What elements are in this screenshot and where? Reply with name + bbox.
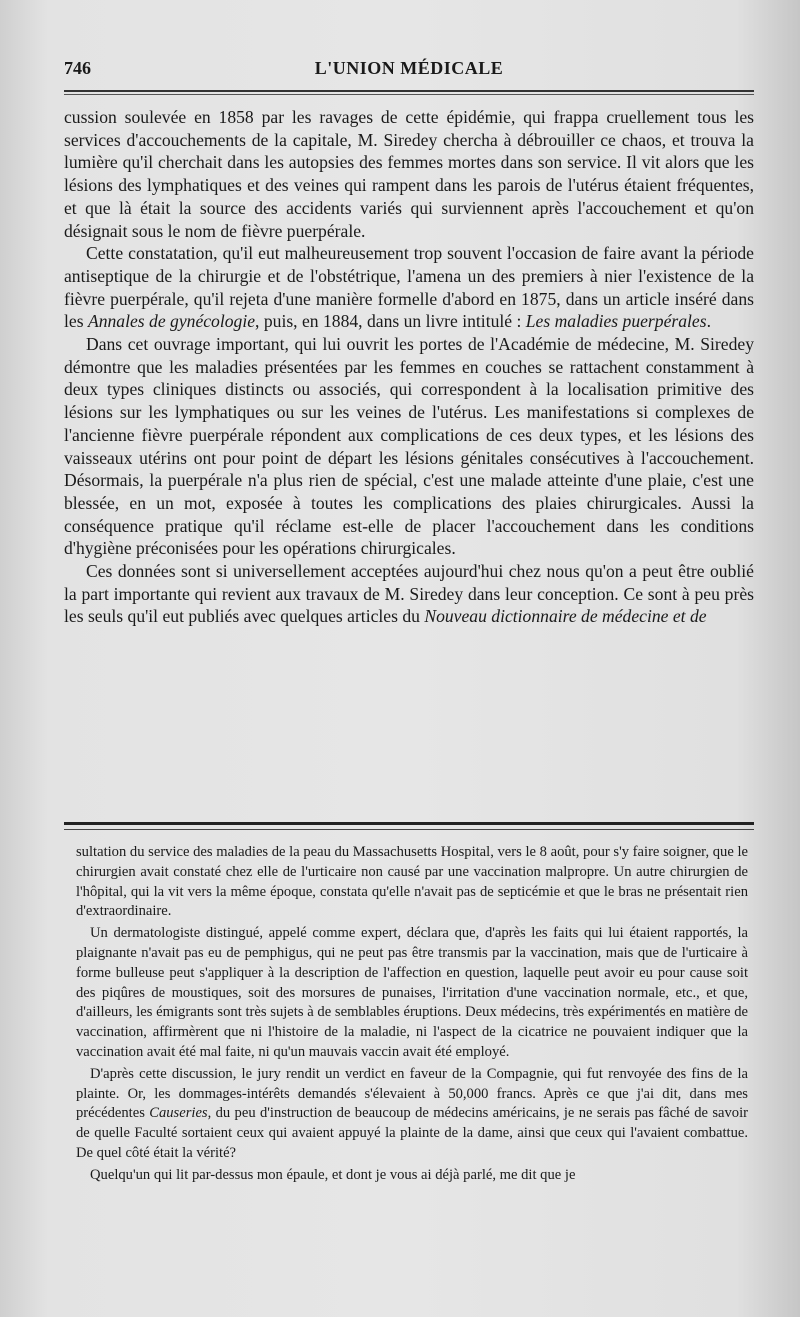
footnote-paragraph-3: D'après cette discussion, le jury rendit un verdict en faveur de la Compagnie, qui fut renvoyée des fins de la plainte. Or, les dommages-intérêts demandés s'élevaient à 50,000 francs. Après ce que j'ai dit, dans mes précédentes Causeries, du peu d'instruction de beaucoup de médecins américains, je ne serais pas fâché de savoir de quelle Faculté sortaient ceux qui avaient appuyé la plainte de la dame, ainsi que ceux qui l'avaient combattue. De quel côté était la vérité? bbox=[76, 1065, 748, 1161]
footnote-rule bbox=[64, 822, 754, 825]
paragraph-1: cussion soulevée en 1858 par les ravages de cette épidémie, qui frappa cruellement tous les services d'accouchements de la capitale, M. Siredey chercha à débrouiller ce chaos, et trouva la lumière qu'il cherchait dans les autopsies des femmes mortes dans son service. Il vit alors que les lésions des lymphatiques et des veines qui rampent dans les parois de l'utérus étaient fréquentes, et que là était la source des accidents variés qui surviennent après l'accouchement et qu'on désignait sous le nom de fièvre puerpérale. bbox=[64, 107, 754, 241]
main-body bbox=[64, 106, 754, 628]
paragraph-3: Dans cet ouvrage important, qui lui ouvrit les portes de l'Académie de médecine, M. Siredey démontre que les maladies présentées par les femmes en couches se rattachent constamment à deux types cliniques distincts ou associés, qui correspondent à la localisation primitive des lésions sur les lymphatiques ou sur les veines de l'utérus. Les manifestations si complexes de l'ancienne fièvre puerpérale répondent aux complications de ces deux types, et les lésions des vaisseaux utérins ont pour point de départ les lésions génitales consécutives à l'accouchement. Désormais, la puerpérale n'a plus rien de spécial, c'est une malade atteinte d'une plaie, c'est une blessée, en un mot, exposée à toutes les complications des plaies chirurgicales. Aussi la conséquence pratique qu'il réclame est-elle de placer l'accouchement dans les conditions d'hygiène préconisées pour les opérations chirurgicales. bbox=[64, 334, 754, 559]
page-header bbox=[64, 56, 754, 84]
book-title: Les maladies puerpérales bbox=[525, 311, 707, 332]
page-number: 746 bbox=[64, 58, 91, 78]
journal-title: Annales de gynécologie bbox=[87, 311, 256, 332]
dictionary-title: Nouveau dictionnaire de médecine et de bbox=[424, 606, 707, 627]
header-rule bbox=[64, 90, 754, 92]
paragraph-4: Ces données sont si universellement acceptées aujourd'hui chez nous qu'on a peut être oublié la part importante qui revient aux travaux de M. Siredey dans leur conception. Ce sont à peu près les seuls qu'il eut publiés avec quelques articles du Nouveau dictionnaire de médecine et de bbox=[64, 561, 754, 627]
causeries-title: Causeries bbox=[149, 1105, 208, 1122]
footnote-paragraph-4: Quelqu'un qui lit par-dessus mon épaule, et dont je vous ai déjà parlé, me dit que je bbox=[90, 1166, 576, 1183]
paragraph-2: Cette constatation, qu'il eut malheureusement trop souvent l'occasion de faire avant la période antiseptique de la chirurgie et de l'obstétrique, l'amena un des premiers à nier l'existence de la fièvre puerpérale, qu'il rejeta d'une manière formelle d'abord en 1875, dans un article inséré dans les Annales de gynécologie, puis, en 1884, dans un livre intitulé : Les maladies puerpérales. bbox=[64, 243, 754, 332]
footnote-paragraph-2: Un dermatologiste distingué, appelé comme expert, déclara que, d'après les faits qui lui étaient rapportés, la plaignante n'avait pas eu de pemphigus, qui ne peut pas être transmis par la vaccination, mais que de l'urticaire à forme bulleuse peut s'appliquer à la description de l'affection en question, laquelle peut avoir eu pour cause soit des piqûres de moustiques, soit des morsures de punaises, l'irritation d'une vaccination normale, etc., et que, d'ailleurs, les émigrants sont très sujets à de semblables éruptions. Deux médecins, très expérimentés en matière de vaccination, affirmèrent que ni l'histoire de la maladie, ni l'aspect de la cicatrice ne pouvaient indiquer que la vaccination avait été mal faite, ni qu'un mauvais vaccin avait été employé. bbox=[76, 925, 748, 1060]
footnote-paragraph-1: sultation du service des maladies de la peau du Massachusetts Hospital, vers le 8 août, pour s'y faire soigner, que le chirurgien avait constaté chez elle de l'urticaire non causé par une vaccination malpropre. Un autre chirurgien de l'hôpital, qui la vit vers la même époque, constata qu'elle n'avait pas de septicémie et que le bras ne présentait rien d'extraordinaire. bbox=[76, 844, 748, 920]
footnote-text bbox=[76, 843, 748, 1188]
running-title: L'UNION MÉDICALE bbox=[314, 58, 504, 78]
footnote-rule-thin bbox=[64, 829, 754, 830]
